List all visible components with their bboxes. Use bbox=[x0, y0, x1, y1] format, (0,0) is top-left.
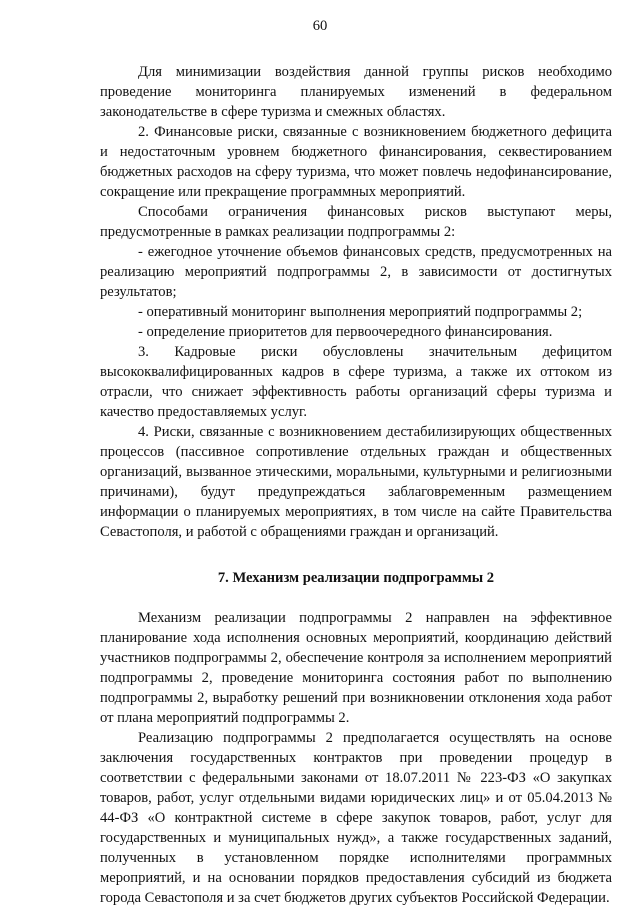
paragraph-financial-risk-measures: Способами ограничения финансовых рисков выступают меры, предусмотренные в рамках реализации подпрограммы 2: bbox=[100, 204, 612, 240]
paragraph-staffing-risks: 3. Кадровые риски обусловлены значительным дефицитом высококвалифицированных кадров в сфере туризма, а также их оттоком из отрасли, что снижает эффективность работы организаций сферы туризма и качество предоставляемых услуг. bbox=[100, 344, 612, 420]
list-item-priorities: - определение приоритетов для первоочередного финансирования. bbox=[138, 324, 553, 340]
body-text bbox=[100, 62, 612, 908]
section-heading: 7. Механизм реализации подпрограммы 2 bbox=[217, 570, 495, 586]
paragraph-social-risks: 4. Риски, связанные с возникновением дестабилизирующих общественных процессов (пассивное сопротивление отдельных граждан и общественных организаций, вызванное этическими, моральными, культурными и религиозными причинами), будут предупреждаться заблаговременным размещением информации о планируемых мероприятиях, в том числе на сайте Правительства Севастополя, и работой с обращениями граждан и организаций. bbox=[100, 424, 612, 540]
list-item-monitoring: - оперативный мониторинг выполнения мероприятий подпрограммы 2; bbox=[138, 304, 583, 320]
paragraph-implementation: Реализацию подпрограммы 2 предполагается осуществлять на основе заключения государственных контрактов при проведении процедур в соответствии с федеральными законами от 18.07.2011 № 223-ФЗ «О закупках товаров, работ, услуг отдельными видами юридических лиц» и от 05.04.2013 № 44-ФЗ «О контрактной системе в сфере закупок товаров, работ, услуг для государственных и муниципальных нужд», а также государственных заданий, полученных в установленном порядке исполнителями программных мероприятий, и на основании порядков предоставления субсидий из бюджета города Севастополя и за счет бюджетов других субъектов Российской Федерации. bbox=[100, 730, 612, 906]
page-number: 60 bbox=[312, 18, 328, 34]
paragraph-risk-mitigation: Для минимизации воздействия данной группы рисков необходимо проведение мониторинга планируемых изменений в федеральном законодательстве в сфере туризма и смежных областях. bbox=[100, 64, 612, 120]
paragraph-mechanism: Механизм реализации подпрограммы 2 направлен на эффективное планирование хода исполнения основных мероприятий, координацию действий участников подпрограммы 2, обеспечение контроля за исполнением мероприятий подпрограммы 2, проведение мониторинга состояния работ по выполнению подпрограммы 2, выработку решений при возникновении отклонения хода работ от плана мероприятий подпрограммы 2. bbox=[100, 610, 612, 726]
list-item-annual-adjustment: - ежегодное уточнение объемов финансовых средств, предусмотренных на реализацию мероприятий подпрограммы 2, в зависимости от достигнутых результатов; bbox=[100, 244, 612, 300]
paragraph-financial-risks: 2. Финансовые риски, связанные с возникновением бюджетного дефицита и недостаточным уровнем бюджетного финансирования, секвестированием бюджетных расходов на сферу туризма, что может повлечь недофинансирование, сокращение или прекращение программных мероприятий. bbox=[100, 124, 612, 200]
